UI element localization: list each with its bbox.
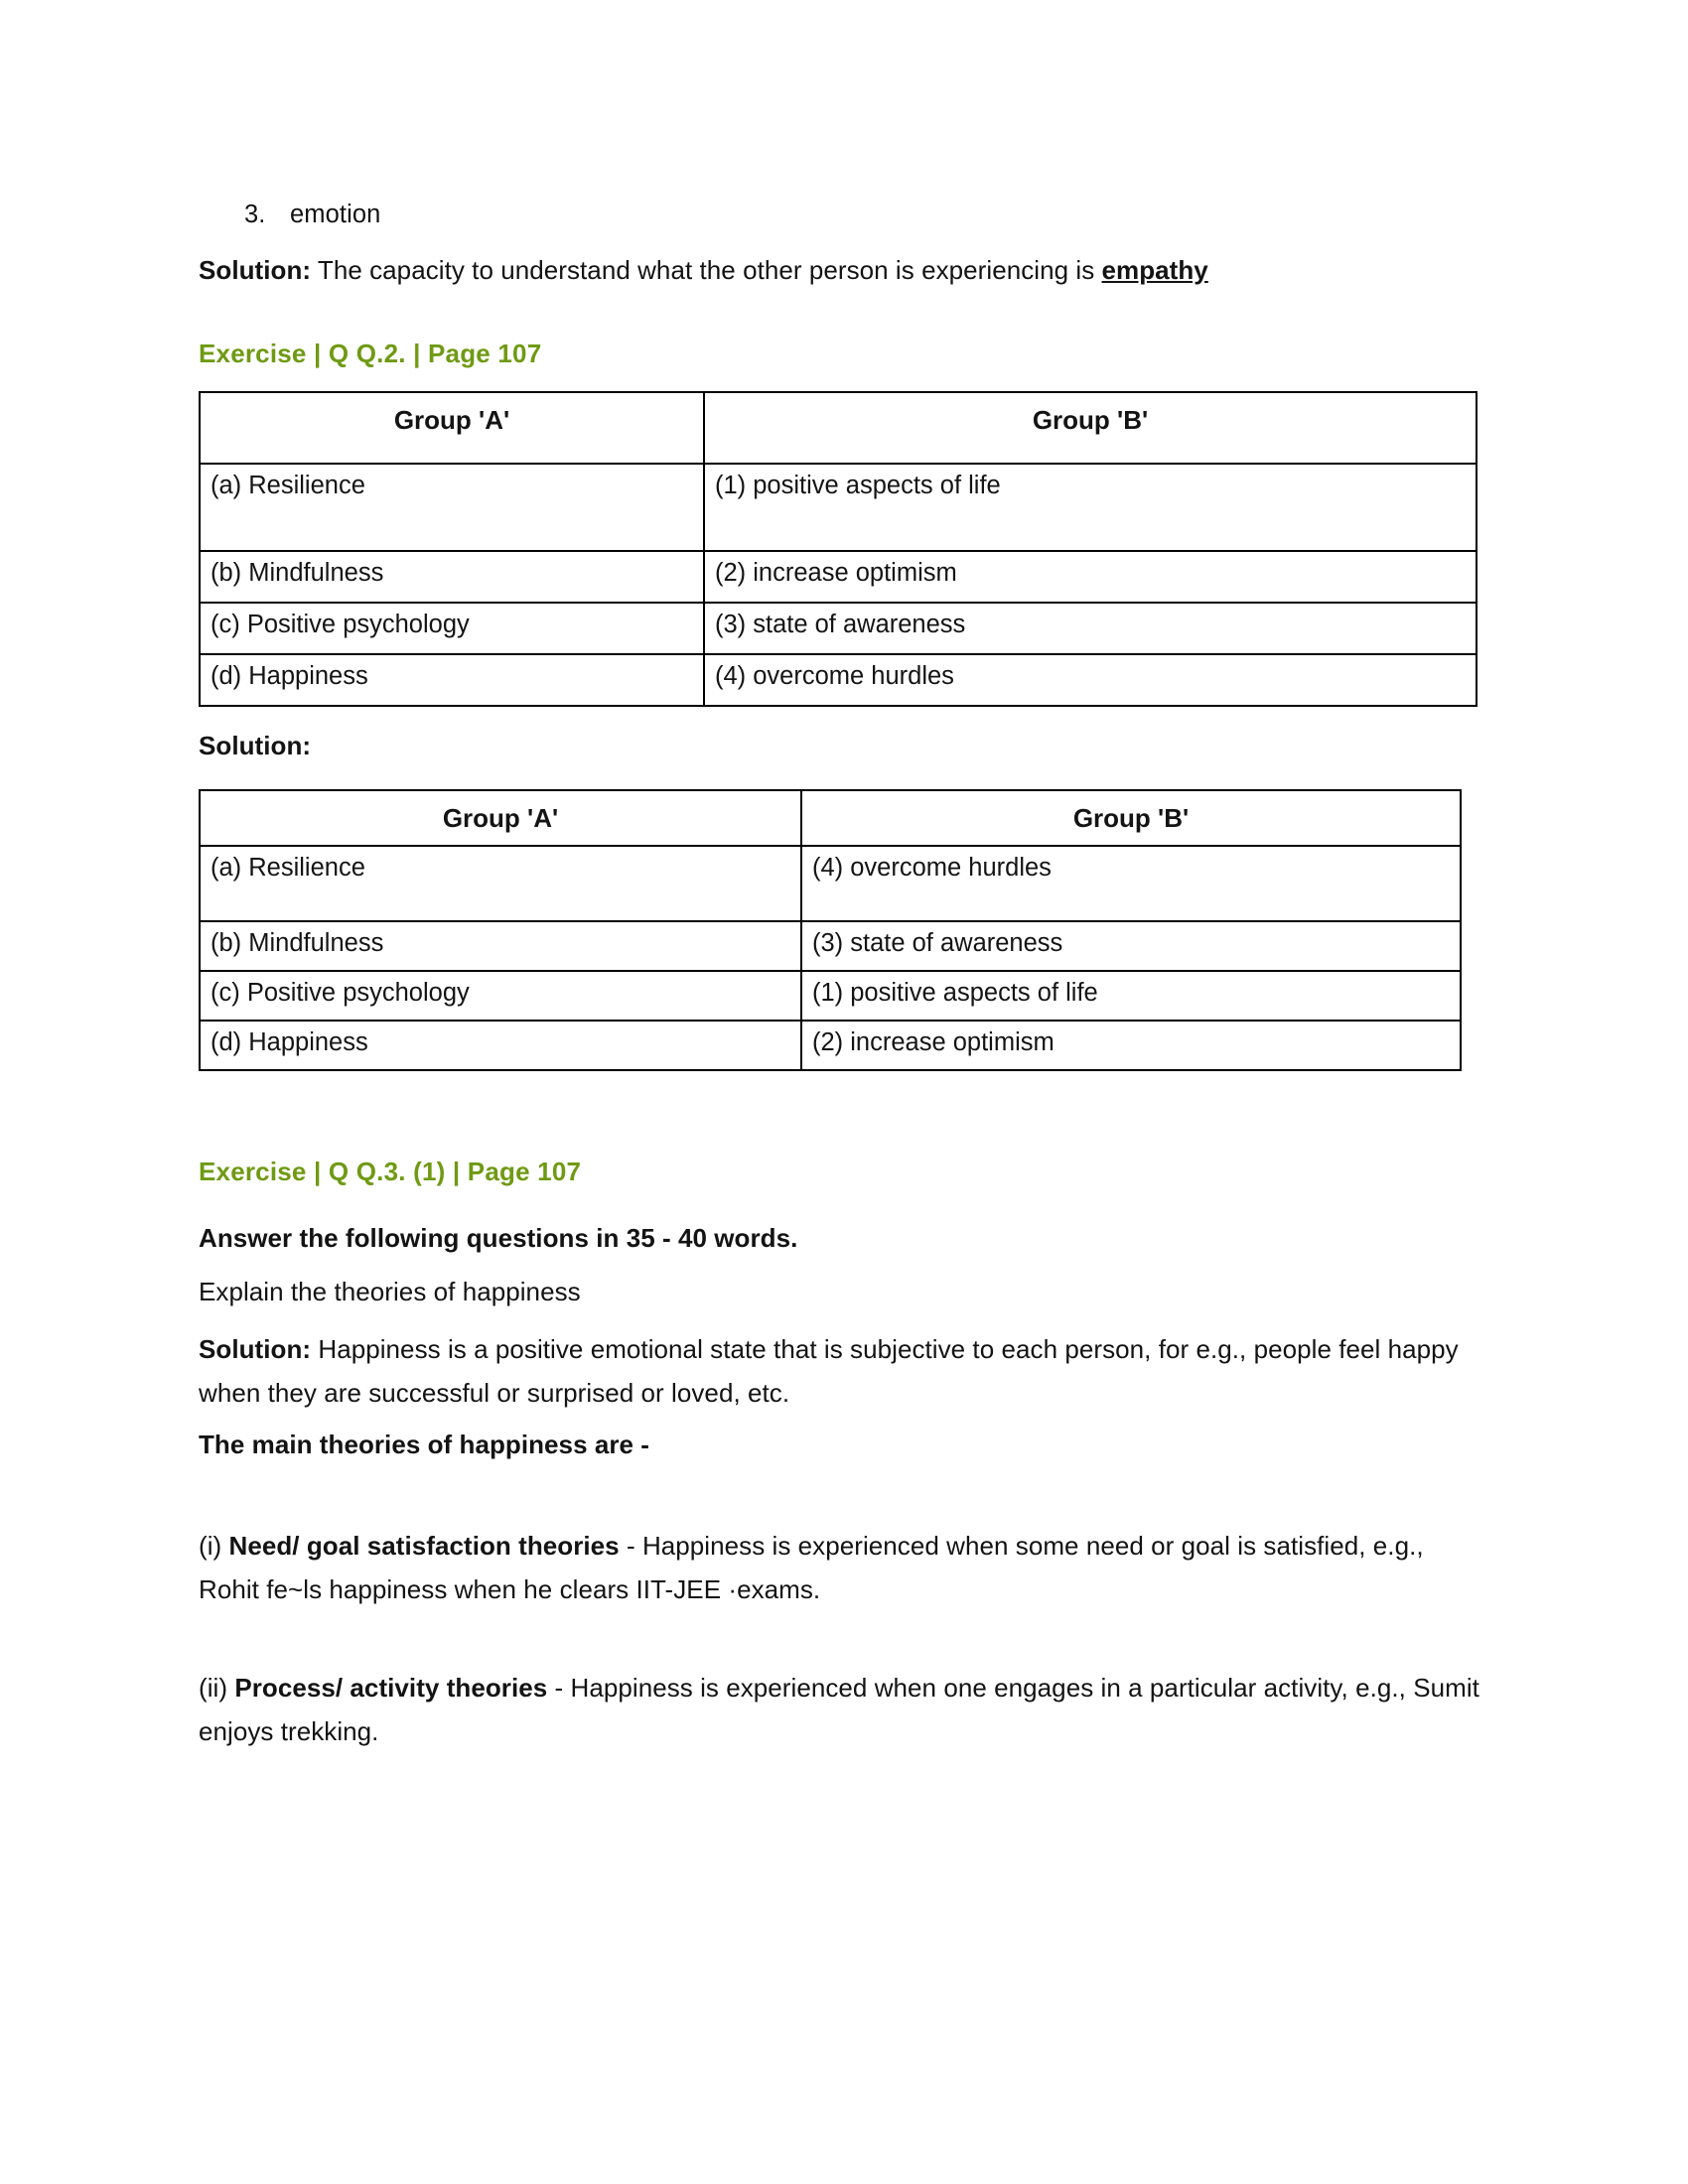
table-row [200,921,1461,971]
theory-item-need-goal [199,1525,1479,1611]
table-row [200,846,1461,921]
cell-group-b: (3) state of awareness [801,921,1461,971]
theory-marker: (i) [199,1531,229,1562]
cell-group-a: (a) Resilience [200,846,801,921]
cell-group-a: (d) Happiness [200,654,704,706]
cell-group-a: (b) Mindfulness [200,921,801,971]
theory-marker: (ii) [199,1673,235,1704]
q3-solution-text: Happiness is a positive emotional state that is subjective to each person, for e.g., people feel happy when they are successful or surprised or loved, etc. [199,1334,1459,1409]
list-item-emotion [244,199,1479,231]
match-table-question [199,391,1477,707]
exercise-heading-q2: Exercise | Q Q.2. | Page 107 [199,339,542,369]
document-content [199,199,1479,1754]
table-row [200,551,1477,603]
table-row [200,654,1477,706]
cell-group-b: (1) positive aspects of life [801,971,1461,1021]
solution-label: Solution: [199,255,312,286]
table-row [200,1021,1461,1070]
list-item-label: emotion [290,201,381,228]
q3-question: Explain the theories of happiness [199,1277,581,1307]
table-header-group-b: Group 'B' [704,392,1477,464]
theories-intro: The main theories of happiness are - [199,1429,650,1459]
solution-label-q2: Solution: [199,731,312,761]
q1-solution-paragraph [199,253,1479,287]
table-header-row [200,392,1477,464]
table-header-group-a: Group 'A' [200,790,801,846]
cell-group-b: (4) overcome hurdles [704,654,1477,706]
table-row [200,971,1461,1021]
q1-solution-answer: empathy [1101,255,1208,286]
cell-group-a: (c) Positive psychology [200,603,704,654]
theory-title: Need/ goal satisfaction theories [228,1531,620,1562]
table-row [200,464,1477,551]
cell-group-b: (1) positive aspects of life [704,464,1477,551]
cell-group-b: (2) increase optimism [801,1021,1461,1070]
cell-group-a: (a) Resilience [200,464,704,551]
q1-solution-text: The capacity to understand what the other person is experiencing is [311,255,1102,286]
table-header-group-b: Group 'B' [801,790,1461,846]
list-item-number: 3. [244,201,266,228]
theory-item-process-activity [199,1667,1479,1753]
cell-group-a: (d) Happiness [200,1021,801,1070]
cell-group-a: (c) Positive psychology [200,971,801,1021]
table-header-row [200,790,1461,846]
match-table-solution [199,789,1462,1071]
exercise-heading-q3: Exercise | Q Q.3. (1) | Page 107 [199,1156,582,1186]
solution-label-q3: Solution: [199,1334,312,1365]
cell-group-b: (4) overcome hurdles [801,846,1461,921]
table-row [200,603,1477,654]
theory-body: - Happiness is experienced when one engages in a particular activity, e.g., Sumit enjoys trekking. [199,1673,1479,1747]
cell-group-b: (3) state of awareness [704,603,1477,654]
cell-group-a: (b) Mindfulness [200,551,704,603]
q3-instruction: Answer the following questions in 35 - 40 words. [199,1222,798,1253]
table-header-group-a: Group 'A' [200,392,704,464]
q3-solution-paragraph [199,1328,1479,1415]
theory-body: - Happiness is experienced when some need or goal is satisfied, e.g., Rohit fe~ls happiness when he clears IIT-JEE ·exams. [199,1531,1424,1604]
cell-group-b: (2) increase optimism [704,551,1477,603]
theory-title: Process/ activity theories [234,1673,548,1704]
